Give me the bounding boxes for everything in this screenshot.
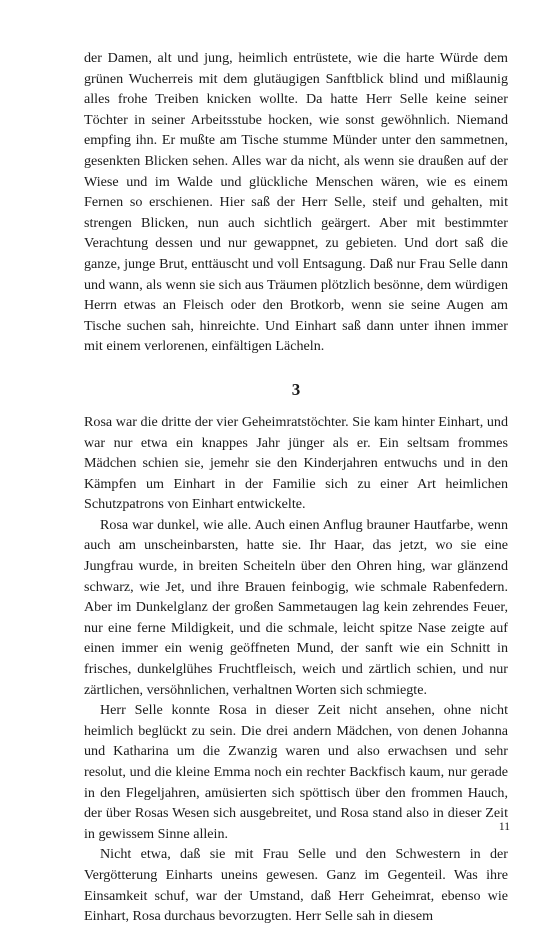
paragraph: Rosa war dunkel, wie alle. Auch einen Anflug brauner Hautfarbe, wenn auch am unscheinbarsten, hatte sie. Ihr Haar, das jetzt, wo sie eine Jungfrau wurde, in breiten Scheiteln über den Ohren hing, war glänzend schwarz, wie Jet, und ihre Brauen feinbogig, wie schmale Rabenfedern. Aber im Dunkelglanz der großen Sammetaugen lag kein zehrendes Feuer, nur eine ferne Mildigkeit, und die schmale, leicht spitze Nase zeigte auf einen immer ein wenig geöffneten Mund, der sanft wie ein Schnitt in frisches, dunkelglühes Fruchtfleisch, weich und zärtlich schien, und nur zärtlichen, versöhnlichen, verhaltnen Worten sich schmiegte. [84,516,508,698]
chapter-heading: 3 [291,379,301,399]
paragraph-continued: der Damen, alt und jung, heimlich entrüstete, wie die harte Würde dem grünen Wucherreis mit dem glutäugigen Sanftblick blind und mißlaunig alles frohe Treiben knicken wollte. Da hatte Herr Selle keine seiner Töchter in seiner Arbeitsstube hocken, wie sonst gewöhnlich. Niemand empfing ihn. Er mußte am Tische stumme Münder unter den sammetnen, gesenkten Blicken sehen. Alles war da nicht, als wenn sie draußen auf der Wiese und im Walde und glückliche Menschen wären, wie es einem Fernen so erschienen. Hier saß der Herr Selle, steif und gehalten, mit strengen Blicken, nun auch sichtlich geärgert. Aber mit bestimmter Verachtung dessen und nur gewappnet, zu gebieten. Und dort saß die ganze, junge Brut, enttäuscht und voll Entsagung. Daß nur Frau Selle dann und wann, als wenn sie sich aus Träumen plötzlich besönne, dem würdigen Herrn etwas an Fleisch oder den Brotkorb, wenn sie seine Augen am Tische suchen sah, hinreichte. Und Einhart saß dann unter ihnen immer mit einem verlorenen, einfältigen Lächeln. [84,50,508,355]
paragraph: Nicht etwa, daß sie mit Frau Selle und den Schwestern in der Vergötterung Einharts uneins gewesen. Ganz im Gegenteil. Was ihre Einsamkeit schuf, war der Umstand, daß Herr Geheimrat, ebenso wie Einhart, Rosa durchaus bevorzugten. Herr Selle sah in diesem [84,846,508,925]
book-page [84,48,508,927]
page-number: 11 [498,821,510,833]
paragraph: Rosa war die dritte der vier Geheimratstöchter. Sie kam hinter Einhart, und war nur etwa ein knappes Jahr jünger als er. Ein seltsam frommes Mädchen schien sie, jemehr sie den Kinderjahren entwuchs und in den Kämpfen um Einhart in der Familie sich zu einer Art heimlichen Schutzpatrons von Einhart entwickelte. [84,413,508,513]
paragraph: Herr Selle konnte Rosa in dieser Zeit nicht ansehen, ohne nicht heimlich beglückt zu sein. Die drei andern Mädchen, von denen Johanna und Katharina um die Zwanzig waren und also erwachsen und sehr resolut, und die kleine Emma noch ein rechter Backfisch kaum, nur gerade in den Flegeljahren, amüsierten sich spöttisch über den frommen Hauch, der über Rosas Wesen sich ausgebreitet, und Rosa stand also in dieser Zeit in gewissem Sinne allein. [84,702,508,842]
